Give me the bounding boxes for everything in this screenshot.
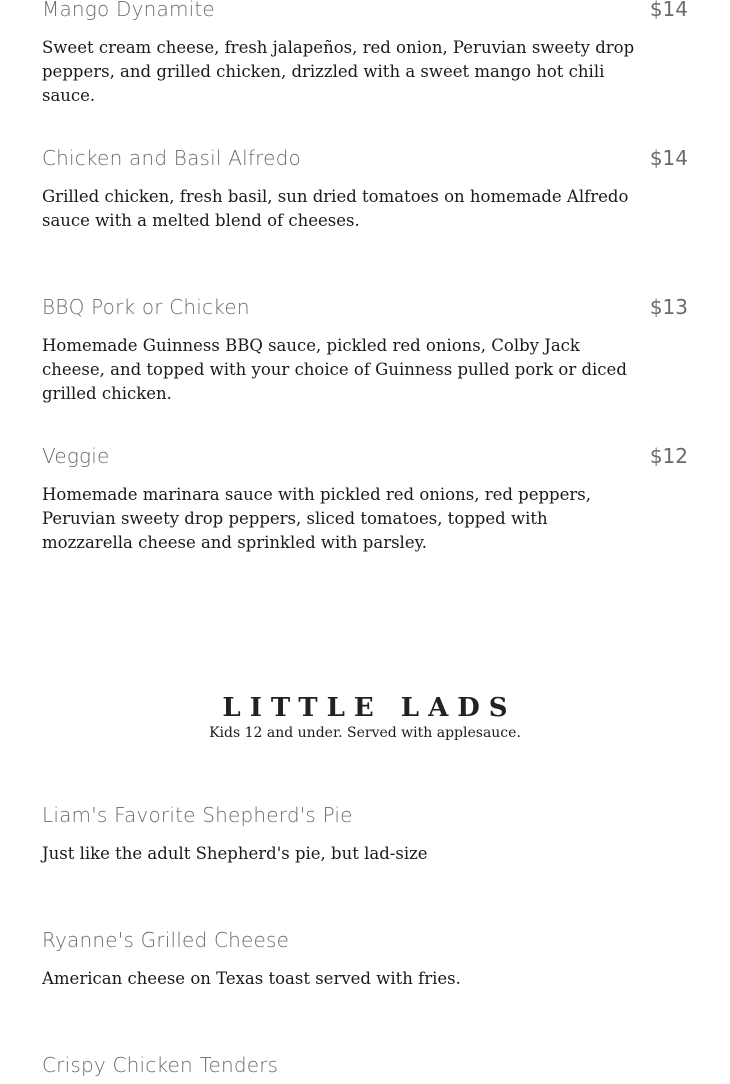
menu-item-price: $13	[649, 295, 688, 319]
menu-item	[42, 0, 688, 108]
menu-item-price: $14	[649, 146, 688, 170]
menu-item-name: Chicken and Basil Alfredo	[42, 146, 301, 170]
menu-item-description: Homemade Guinness BBQ sauce, pickled red onions, Colby Jack cheese, and topped with your choice of Guinness pulled pork or diced grilled chicken.	[42, 336, 627, 403]
menu-item-price: $14	[649, 0, 688, 21]
menu-item	[42, 925, 688, 991]
menu-item-header	[42, 292, 688, 322]
menu-item-name: Mango Dynamite	[42, 0, 215, 21]
menu-item	[42, 1050, 688, 1080]
menu-item	[42, 441, 688, 555]
menu-item-description: American cheese on Texas toast served with fries.	[42, 969, 461, 988]
menu-item-name: Liam's Favorite Shepherd's Pie	[42, 803, 353, 827]
menu-item-price: $12	[649, 444, 688, 468]
menu-item-header	[42, 925, 688, 955]
section-title: LITTLE LADS	[222, 693, 517, 723]
menu-item	[42, 143, 688, 233]
menu-item-name: Crispy Chicken Tenders	[42, 1053, 279, 1077]
menu-item-name: Ryanne's Grilled Cheese	[42, 928, 290, 952]
menu-item-header	[42, 800, 688, 830]
menu-item-header	[42, 441, 688, 471]
menu-item-description: Homemade marinara sauce with pickled red onions, red peppers, Peruvian sweety drop peppers, sliced tomatoes, topped with mozzarella cheese and sprinkled with parsley.	[42, 485, 591, 552]
menu-item-header	[42, 143, 688, 173]
section-subtitle: Kids 12 and under. Served with applesauce.	[209, 725, 521, 741]
menu-item-name: Veggie	[42, 444, 110, 468]
menu-item-description: Sweet cream cheese, fresh jalapeños, red onion, Peruvian sweety drop peppers, and grilled chicken, drizzled with a sweet mango hot chili sauce.	[42, 38, 635, 105]
menu-item-header	[42, 1050, 688, 1080]
menu-item-name: BBQ Pork or Chicken	[42, 295, 250, 319]
menu-item-description: Just like the adult Shepherd's pie, but lad-size	[42, 844, 428, 863]
menu-item	[42, 292, 688, 406]
menu-item-header	[42, 0, 688, 24]
menu-item-description: Grilled chicken, fresh basil, sun dried tomatoes on homemade Alfredo sauce with a melted blend of cheeses.	[42, 187, 629, 230]
menu-item	[42, 800, 688, 866]
